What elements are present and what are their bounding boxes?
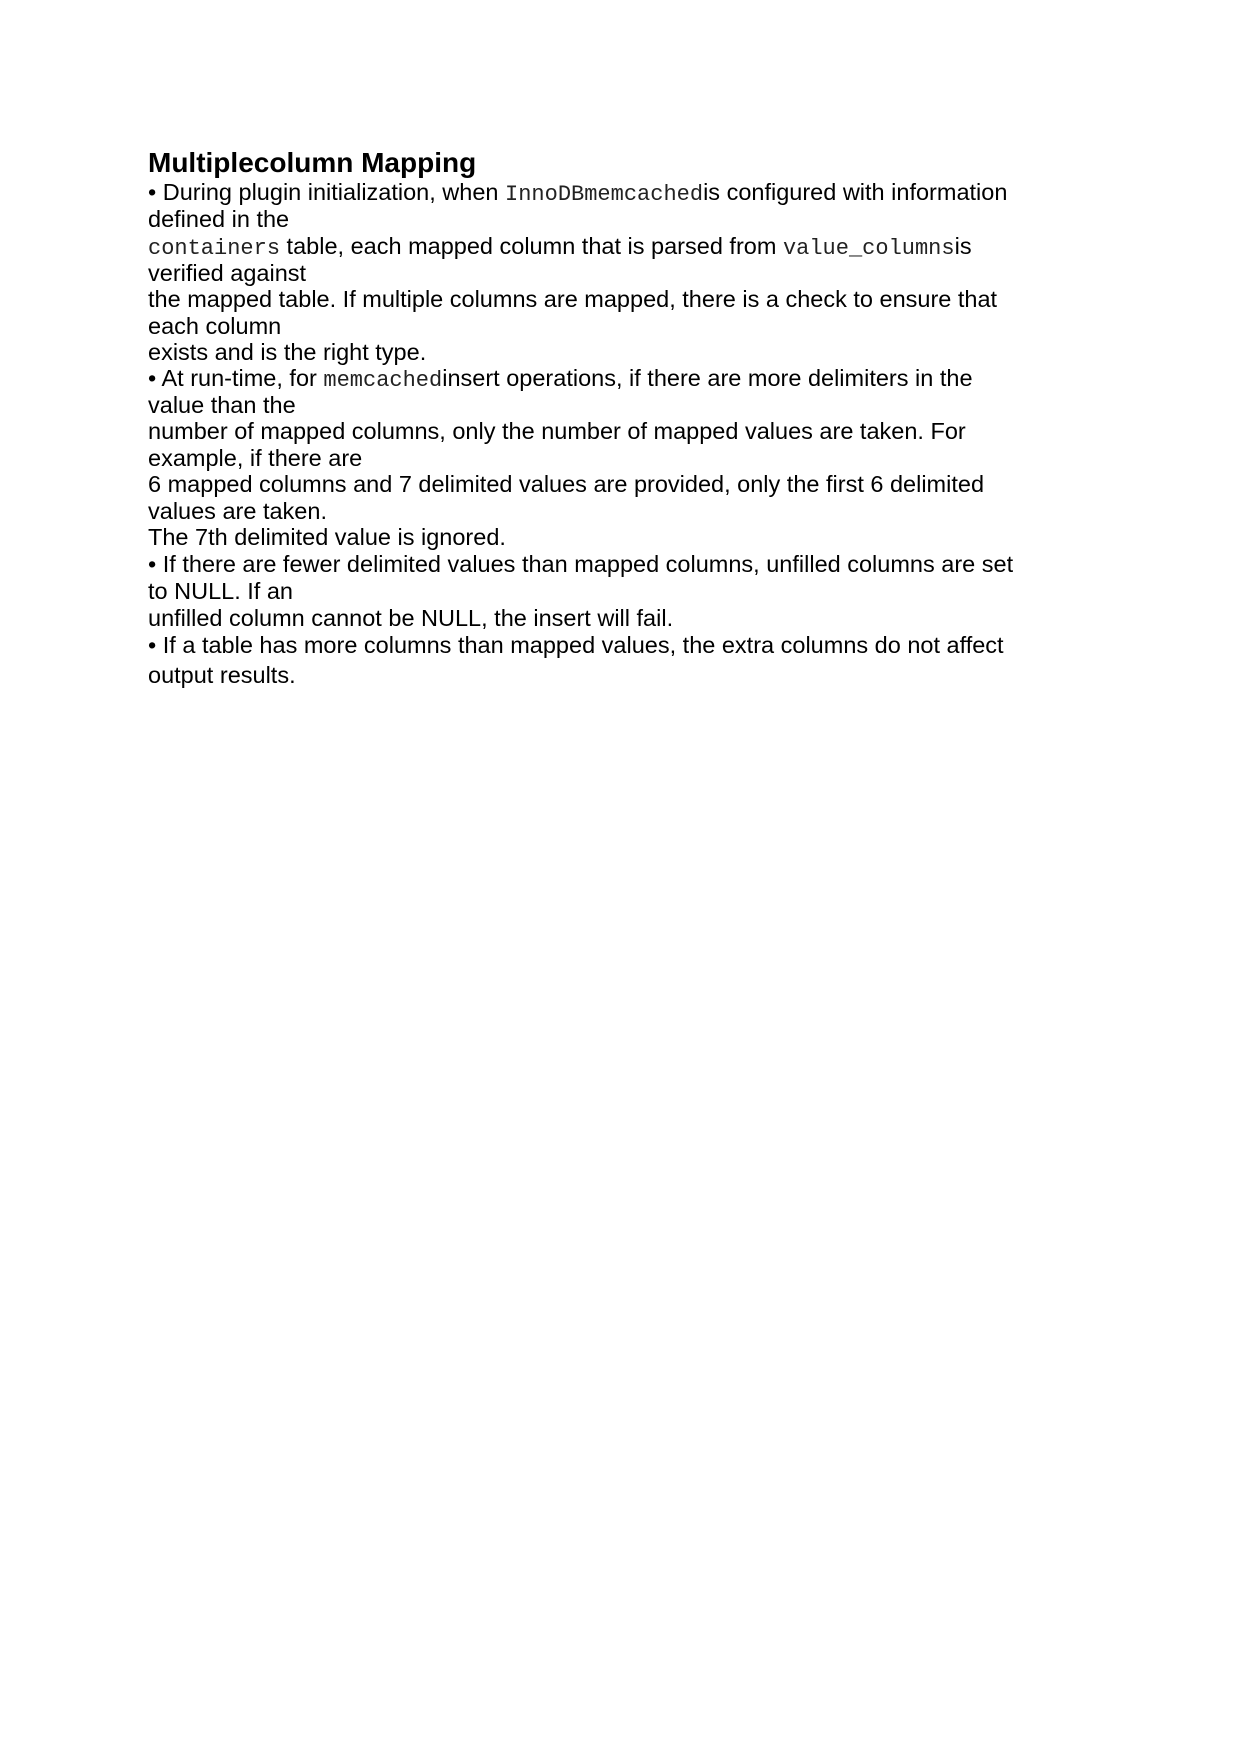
text-segment: output results. [148,662,296,688]
text-segment: table, each mapped column that is parsed from [280,233,783,259]
page-title: Multiplecolumn Mapping [148,147,477,178]
text-line [148,285,997,313]
text-segment: verified against [148,260,307,286]
text-line [148,661,296,689]
text-segment: example, if there are [148,445,363,471]
text-segment: • During plugin initialization, when [148,179,506,205]
text-line [148,497,327,525]
text-line [148,577,293,605]
inline-code: value_columns [782,236,955,261]
inline-code: memcached [323,368,443,393]
text-segment: • At run-time, for [148,365,324,391]
text-line [148,523,506,551]
text-line [148,417,966,445]
text-segment: values are taken. [148,498,327,524]
text-line [148,205,289,233]
text-segment: each column [148,313,282,339]
inline-code: InnoDBmemcached [505,182,704,207]
text-segment: is [954,233,972,259]
text-segment: number of mapped columns, only the number of mapped values are taken. For [148,418,966,444]
text-segment: insert operations, if there are more delimiters in the [442,365,973,391]
text-line [148,550,1013,578]
text-segment: 6 mapped columns and 7 delimited values are provided, only the first 6 delimited [148,471,985,497]
text-line [148,338,426,366]
text-line [148,604,673,632]
text-line [148,259,306,287]
text-line [148,391,296,419]
text-segment: The 7th delimited value is ignored. [148,524,506,550]
text-segment: • If a table has more columns than mapped values, the extra columns do not affect [148,632,1004,658]
text-segment: the mapped table. If multiple columns are mapped, there is a check to ensure that [148,286,998,312]
text-line [148,444,362,472]
text-segment: defined in the [148,206,290,232]
text-segment: unfilled column cannot be NULL, the insert will fail. [148,605,674,631]
text-segment: • If there are fewer delimited values than mapped columns, unfilled columns are set [148,551,1014,577]
text-line [148,631,1004,659]
inline-code: containers [148,236,281,261]
text-line [148,312,281,340]
text-line [148,470,984,498]
text-segment: is configured with information [703,179,1008,205]
text-segment: exists and is the right type. [148,339,427,365]
text-segment: to NULL. If an [148,578,293,604]
text-segment: value than the [148,392,296,418]
